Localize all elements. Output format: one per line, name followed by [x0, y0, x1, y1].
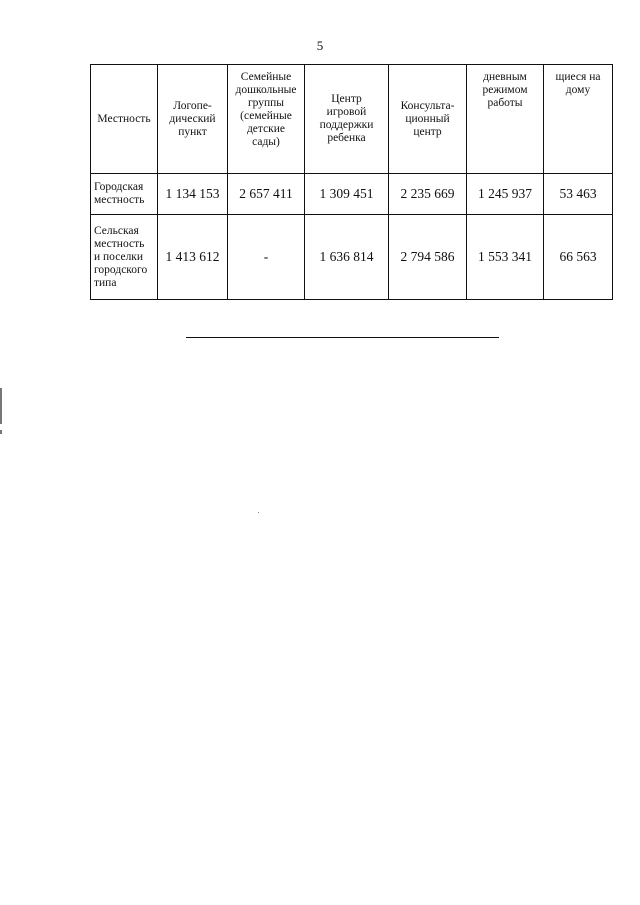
header-consulting-center: Консульта- ционный центр — [389, 65, 467, 174]
table-row — [91, 215, 613, 300]
row-label-rural: Сельская местность и поселки городского типа — [91, 215, 158, 300]
cell-value: 1 309 451 — [305, 174, 389, 215]
scan-margin-mark — [0, 430, 2, 434]
cell-value: 1 245 937 — [467, 174, 544, 215]
cell-value: - — [228, 215, 305, 300]
cell-value: 1 636 814 — [305, 215, 389, 300]
header-home-schooled: щиеся на дому — [544, 65, 613, 174]
separator-line — [186, 337, 499, 338]
scan-margin-mark — [0, 388, 2, 424]
header-row — [91, 65, 613, 174]
cell-value: 53 463 — [544, 174, 613, 215]
cell-value: 1 134 153 — [158, 174, 228, 215]
data-table — [90, 64, 613, 300]
cell-value: 2 657 411 — [228, 174, 305, 215]
header-day-regime: дневным режимом работы — [467, 65, 544, 174]
row-label-urban: Городская местность — [91, 174, 158, 215]
header-locality: Местность — [91, 65, 158, 174]
table-row — [91, 174, 613, 215]
header-family-groups: Семейные дошкольные группы (семейные детские сады) — [228, 65, 305, 174]
header-speech-therapy: Логопе- дический пункт — [158, 65, 228, 174]
cell-value: 66 563 — [544, 215, 613, 300]
header-play-center: Центр игровой поддержки ребенка — [305, 65, 389, 174]
cell-value: 1 413 612 — [158, 215, 228, 300]
cell-value: 1 553 341 — [467, 215, 544, 300]
cell-value: 2 794 586 — [389, 215, 467, 300]
page-number: 5 — [316, 38, 324, 53]
cell-value: 2 235 669 — [389, 174, 467, 215]
scan-speck — [258, 512, 259, 513]
